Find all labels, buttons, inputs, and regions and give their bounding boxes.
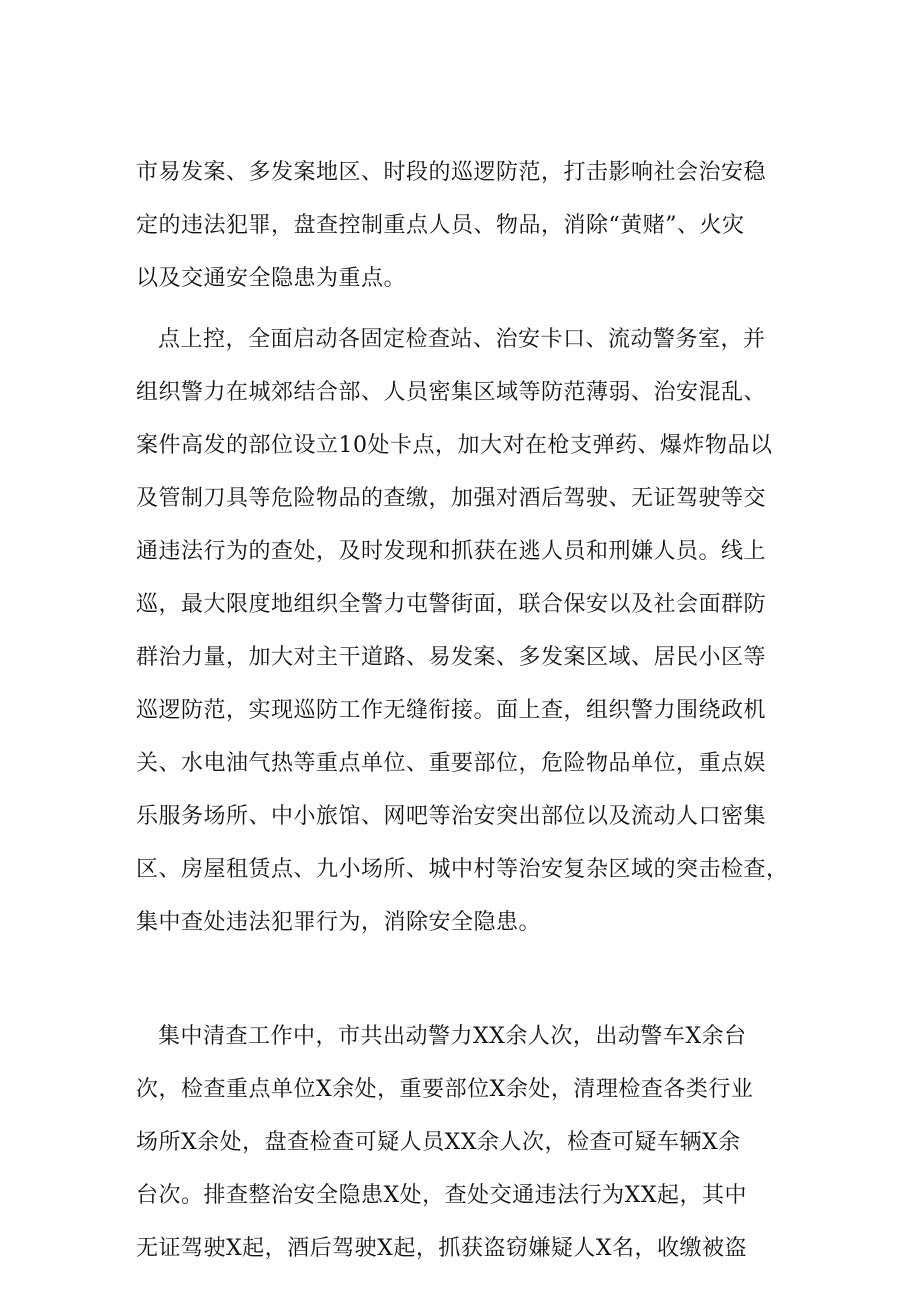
- text-line: 市易发案、多发案地区、时段的巡逻防范，打击影响社会治安稳: [136, 160, 767, 185]
- paragraph-2: [136, 317, 796, 1006]
- paragraph-gap: [136, 309, 796, 317]
- text-line: 无证驾驶X起，酒后驾驶X起，抓获盗窃嫌疑人X名，收缴被盗: [136, 1236, 747, 1261]
- text-line: 集中查处违法犯罪行为，消除安全隐患。: [136, 910, 542, 935]
- text-line: 关、水电油气热等重点单位、重要部位，危险物品单位，重点娱: [136, 751, 767, 776]
- text-line: 巡，最大限度地组织全警力屯警街面，联合保安以及社会面群防: [136, 592, 767, 617]
- text-line: 集中清查工作中，市共出动警力XX余人次，出动警车X余台: [158, 1024, 747, 1049]
- text-line: 场所X余处，盘查检查可疑人员XX余人次，检查可疑车辆X余: [136, 1130, 741, 1155]
- text-line: 及管制刀具等危险物品的查缴，加强对酒后驾驶、无证驾驶等交: [136, 486, 767, 511]
- paragraph-3: [136, 1014, 796, 1279]
- text-line: 次，检查重点单位X余处，重要部位X余处，清理检查各类行业: [136, 1077, 754, 1102]
- text-line: 巡逻防范，实现巡防工作无缝衔接。面上查，组织警力围绕政机: [136, 698, 767, 723]
- text-line: 区、房屋租赁点、九小场所、城中村等治安复杂区域的突击检查，: [136, 857, 789, 882]
- text-line: 乐服务场所、中小旅馆、网吧等治安突出部位以及流动人口密集: [136, 804, 767, 829]
- text-line: 以及交通安全隐患为重点。: [136, 266, 407, 291]
- text-line: 点上控，全面启动各固定检查站、治安卡口、流动警务室，并: [158, 327, 766, 352]
- paragraph-gap: [136, 1006, 796, 1014]
- text-line: 组织警力在城郊结合部、人员密集区域等防范薄弱、治安混乱、: [136, 380, 767, 405]
- text-line: 定的违法犯罪，盘查控制重点人员、物品，消除“黄赌”、火灾: [136, 213, 745, 238]
- text-line: [136, 953, 796, 1006]
- paragraph-1: [136, 150, 796, 309]
- document-body: [136, 150, 796, 1279]
- text-line: 台次。排查整治安全隐患X处，查处交通违法行为XX起，其中: [136, 1183, 747, 1208]
- text-line: 通违法行为的查处，及时发现和抓获在逃人员和刑嫌人员。线上: [136, 539, 767, 564]
- text-line: 案件高发的部位设立10处卡点，加大对在枪支弹药、爆炸物品以: [136, 433, 773, 458]
- text-line: 群治力量，加大对主干道路、易发案、多发案区域、居民小区等: [136, 645, 767, 670]
